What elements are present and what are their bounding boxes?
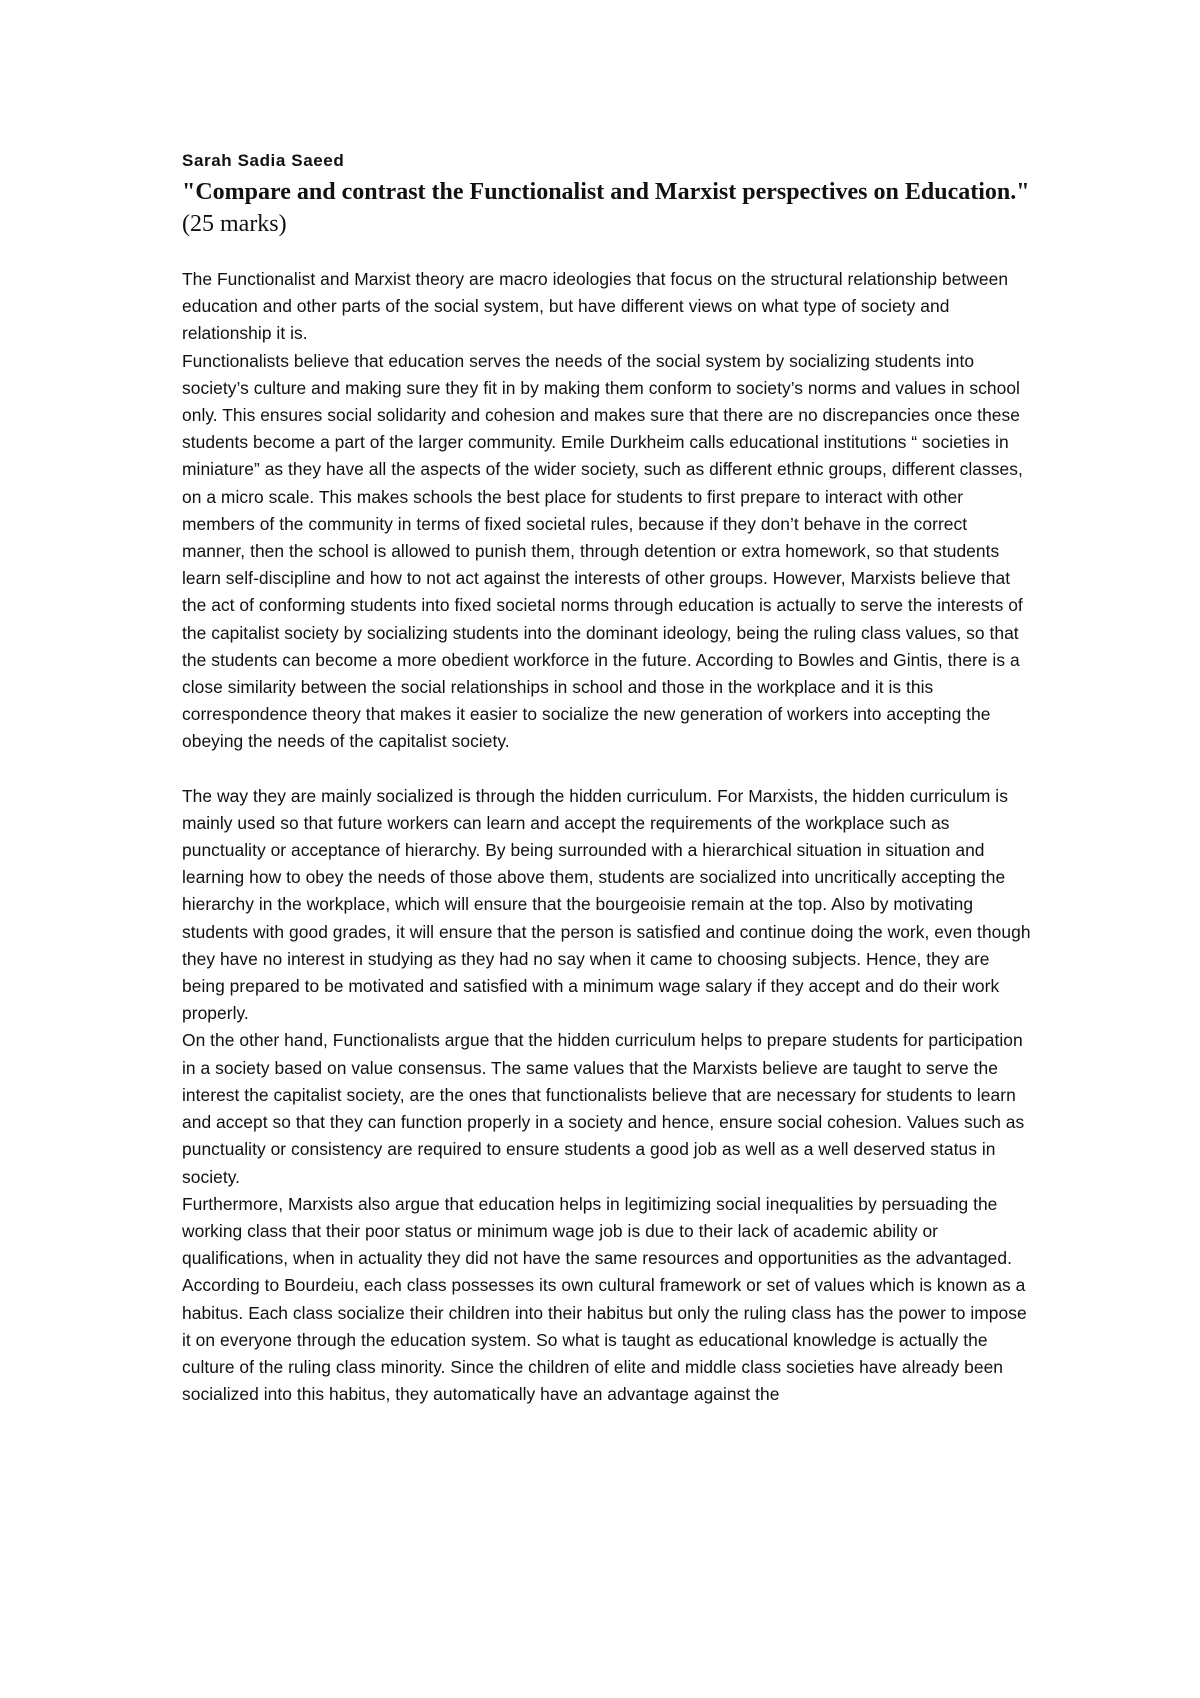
paragraph-intro: The Functionalist and Marxist theory are macro ideologies that focus on the structural relationship between education and other parts of the social system, but have different views on what type of society and relationship it is. [182,269,1009,344]
essay-marks: (25 marks) [182,211,287,237]
paragraph-value-consensus: On the other hand, Functionalists argue that the hidden curriculum helps to prepare students for participation in a society based on value consensus. The same values that the Marxists believe are taught to serve the interest the capitalist society, are the ones that functionalists believe that are necessary for students to learn and accept so that they can function properly in a society and hence, ensure social cohesion. Values such as punctuality or consistency are required to ensure students a good job as well as a well deserved status in society. [182,1030,1025,1187]
author-name: Sarah Sadia Saeed [182,151,345,170]
paragraph-legitimizing-inequality: Furthermore, Marxists also argue that education helps in legitimizing social inequalities by persuading the working class that their poor status or minimum wage job is due to their lack of academic ability or qualifications, when in actuality they did not have the same resources and opportunities as the advantaged. According to Bourdeiu, each class possesses its own cultural framework or set of values which is known as a habitus. Each class socialize their children into their habitus but only the ruling class has the power to impose it on everyone through the education system. So what is taught as educational knowledge is actually the culture of the ruling class minority. Since the children of elite and middle class societies have already been socialized into this habitus, they automatically have an advantage against the [182,1193,1027,1405]
document-page [182,150,1032,1408]
paragraph-gap [182,756,1032,783]
essay-question: "Compare and contrast the Functionalist and Marxist perspectives on Education." [182,179,1030,205]
essay-title [182,176,1032,240]
paragraph-functionalists: Functionalists believe that education serves the needs of the social system by socializing students into society’s culture and making sure they fit in by making them conform to society’s norms and values in school only. This ensures social solidarity and cohesion and makes sure that there are no discrepancies once these students become a part of the larger community. Emile Durkheim calls educational institutions “ societies in miniature” as they have all the aspects of the wider society, such as different ethnic groups, different classes, on a micro scale. This makes schools the best place for students to first prepare to interact with other members of the community in terms of fixed societal rules, because if they don’t behave in the correct manner, then the school is allowed to punish them, through detention or extra homework, so that students learn self-discipline and how to not act against the interests of other groups. However, Marxists believe that the act of conforming students into fixed societal norms through education is actually to serve the interests of the capitalist society by socializing students into the dominant ideology, being the ruling class values, so that the students can become a more obedient workforce in the future. According to Bowles and Gintis, there is a close similarity between the social relationships in school and those in the workplace and it is this correspondence theory that makes it easier to socialize the new generation of workers into accepting the obeying the needs of the capitalist society. [182,350,1023,752]
paragraph-hidden-curriculum: The way they are mainly socialized is through the hidden curriculum. For Marxists, the hidden curriculum is mainly used so that future workers can learn and accept the requirements of the workplace such as punctuality or acceptance of hierarchy. By being surrounded with a hierarchical situation in situation and learning how to obey the needs of those above them, students are socialized into uncritically accepting the hierarchy in the workplace, which will ensure that the bourgeoisie remain at the top. Also by motivating students with good grades, it will ensure that the person is satisfied and continue doing the work, even though they have no interest in studying as they had no say when it came to choosing subjects. Hence, they are being prepared to be motivated and satisfied with a minimum wage salary if they accept and do their work properly. [182,785,1031,1024]
